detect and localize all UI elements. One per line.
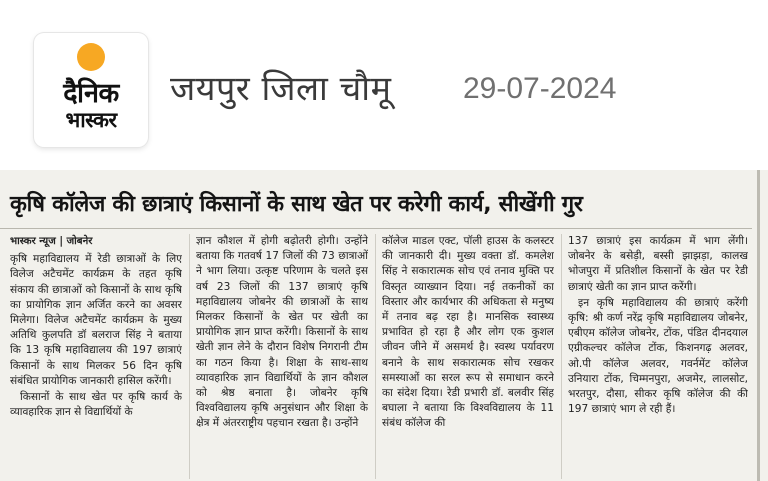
column-paragraph: 137 छात्राएं इस कार्यक्रम में भाग लेंगी। जोबनेर के बसेड़ी, बस्सी झाझड़ा, कालख भोजपुरा में प्रतिशील किसानों के खेत पर रेडी छात्राएं खेती का ज्ञान प्राप्त करेंगी।: [568, 235, 748, 293]
clipping-edge: [757, 170, 760, 481]
page-header: [0, 0, 768, 170]
article-column-1: [10, 234, 182, 479]
logo-text-line2: भास्कर: [65, 108, 117, 132]
logo-text-line1: दैनिक: [63, 78, 119, 109]
article-title: कृषि कॉलेज की छात्राएं किसानों के साथ खेत पर करेगी कार्य, सीखेंगी गुर: [10, 192, 583, 217]
column-divider: [375, 234, 376, 479]
article-column-3: [382, 234, 554, 479]
sun-icon: [77, 43, 105, 71]
column-paragraph: कॉलेज माडल एक्ट, पॉली हाउस के कलस्टर की जानकारी दी। मुख्य वक्ता डॉ. कमलेश सिंह ने सकारात्मक सोच एवं तनाव मुक्ति पर विस्तृत व्याख्यान दिया। नई तकनीकों का विस्तार और कार्यभार की अधिकता से मनुष्य में तनाव बढ़ रहा है। मानसिक स्वास्थ्य प्रभावित हो रहा है और लोग एक कुशल जीवन जीने में असमर्थ है। स्वस्थ पर्यावरण बनाने के साथ सकारात्मक सोच रखकर समस्याओं का सरल रूप से समाधान करने का संदेश दिया। रेडी प्रभारी डॉ. बलवीर सिंह बघाला ने बताया कि विश्वविद्यालय के 11 संबंध कॉलेज की: [382, 235, 554, 430]
dainik-bhaskar-logo: [34, 33, 148, 147]
column-paragraph: कृषि महाविद्यालय में रेडी छात्राओं के लिए विलेज अटैचमेंट कार्यक्रम के तहत कृषि संकाय की छात्राओं को किसानों के साथ कृषि का प्रायोगिक ज्ञान अर्जित करने का अवसर मिलेगा। विलेज अटैचमेंट कार्यक्रम के मुख्य अतिथि कुलपति डॉ बलराज सिंह ने बताया कि 13 कृषि महाविद्यालय की 197 छात्राएं किसानों के साथ मिलकर 56 दिन कृषि संबंधित प्रायोगिक जानकारी हासिल करेंगी।: [10, 253, 182, 387]
article-column-4: [568, 234, 748, 479]
title-divider: [0, 228, 752, 229]
date-heading: 29-07-2024: [463, 72, 617, 105]
newspaper-clipping: [0, 170, 768, 481]
column-divider: [189, 234, 190, 479]
column-paragraph: इन कृषि महाविद्यालय की छात्राएं करेंगी कृषि: श्री कर्ण नरेंद्र कृषि महाविद्यालय जोबनेर, एबीएम कॉलेज जोबनेर, टोंक, पंडित दीनदयाल एग्रीकल्चर कॉलेज टोंक, किशनगढ़ अलवर, ओ.पी कॉलेज अलवर, गवर्नमेंट कॉलेज उनियारा टोंक, चिम्मनपुरा, अजमेर, लालसोट, भरतपुर, दौसा, सीकर कृषि कॉलेज की की 197 छात्राएं भाग ले रही हैं।: [568, 296, 748, 416]
column-paragraph: ज्ञान कौशल में होगी बढ़ोतरी होगी। उन्होंने बताया कि गतवर्ष 17 जिलों की 73 छात्राओं ने भाग लिया। उत्कृष्ट परिणाम के चलते इस वर्ष 23 जिलों की 137 छात्राएं कृषि महाविद्यालय जोबनेर की छात्राओं के साथ मिलकर किसानों के खेत पर खेती का प्रायोगिक ज्ञान प्राप्त करेंगी। किसानों के साथ खेती ज्ञान लेने के दौरान विशेष निगरानी टीम का गठन किया है। शिक्षा के साथ-साथ व्यावहारिक ज्ञान विद्यार्थियों के ज्ञान कौशल को श्रेष्ठ बनाता है। जोबनेर कृषि विश्वविद्यालय कृषि अनुसंधान और शिक्षा के क्षेत्र में अंतरराष्ट्रीय पहचान रखता है। उन्होंने: [196, 235, 368, 430]
column-divider: [561, 234, 562, 479]
article-column-2: [196, 234, 368, 479]
article-byline: भास्कर न्यूज | जोबनेर: [10, 236, 93, 247]
location-heading: जयपुर जिला चौमू: [170, 69, 392, 109]
column-paragraph: किसानों के साथ खेत पर कृषि कार्य के व्यावहारिक ज्ञान से विद्यार्थियों के: [10, 391, 182, 419]
